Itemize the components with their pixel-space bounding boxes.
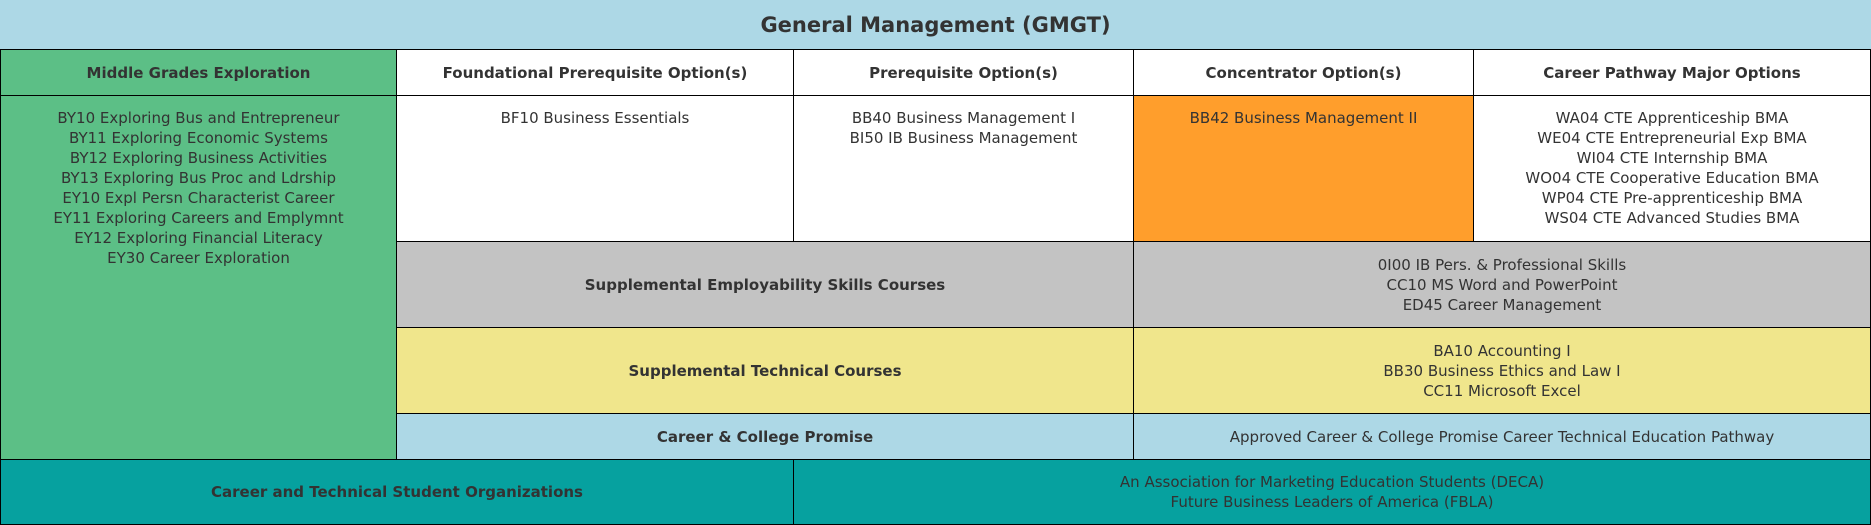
list-item: BY13 Exploring Bus Proc and Ldrship xyxy=(60,169,337,187)
list-item: EY30 Career Exploration xyxy=(107,249,290,267)
technical-list xyxy=(1383,341,1620,401)
list-item: BB42 Business Management II xyxy=(1189,109,1418,127)
header-middle-grades xyxy=(0,49,397,96)
list-item: BF10 Business Essentials xyxy=(500,109,690,127)
header-foundational xyxy=(396,49,794,96)
technical-label-cell xyxy=(396,327,1134,414)
employability-list xyxy=(1378,255,1626,315)
promise-label-cell xyxy=(396,413,1134,460)
career-pathway-list xyxy=(1525,108,1818,228)
prerequisite-cell xyxy=(793,95,1134,242)
list-item: CC10 MS Word and PowerPoint xyxy=(1386,275,1618,294)
header-concentrator xyxy=(1133,49,1474,96)
list-item: ED45 Career Management xyxy=(1402,295,1602,314)
header-career-pathway xyxy=(1473,49,1871,96)
list-item: WA04 CTE Apprenticeship BMA xyxy=(1555,109,1789,127)
page-title-text: General Management (GMGT) xyxy=(760,12,1111,37)
ctso-label-cell xyxy=(0,459,794,525)
employability-label: Supplemental Employability Skills Courses xyxy=(584,275,946,294)
list-item: BY10 Exploring Bus and Entrepreneur xyxy=(57,109,340,127)
list-item: An Association for Marketing Education Students (DECA) xyxy=(1119,473,1545,491)
concentrator-list xyxy=(1190,108,1418,128)
list-item: WI04 CTE Internship BMA xyxy=(1576,149,1768,167)
career-pathway-cell xyxy=(1473,95,1871,242)
middle-grades-list xyxy=(53,108,343,268)
list-item: WS04 CTE Advanced Studies BMA xyxy=(1544,209,1800,227)
list-item: BY11 Exploring Economic Systems xyxy=(69,129,328,147)
prerequisite-list xyxy=(850,108,1078,148)
list-item: WP04 CTE Pre-apprenticeship BMA xyxy=(1541,189,1803,207)
page-title xyxy=(0,0,1871,50)
employability-label-cell xyxy=(396,241,1134,328)
list-item: BA10 Accounting I xyxy=(1433,341,1571,360)
header-middle-grades-label: Middle Grades Exploration xyxy=(86,63,311,82)
ctso-orgs-cell xyxy=(793,459,1871,525)
ctso-list xyxy=(1120,472,1544,512)
foundational-list xyxy=(501,108,690,128)
ctso-label: Career and Technical Student Organizations xyxy=(211,483,583,501)
list-item: EY10 Expl Persn Characterist Career xyxy=(62,189,335,207)
header-concentrator-label: Concentrator Option(s) xyxy=(1205,63,1402,82)
list-item: BY12 Exploring Business Activities xyxy=(69,149,328,167)
list-item: BB40 Business Management I xyxy=(851,109,1076,127)
employability-courses-cell xyxy=(1133,241,1871,328)
concentrator-cell xyxy=(1133,95,1474,242)
technical-label: Supplemental Technical Courses xyxy=(628,361,902,380)
header-prerequisite-label: Prerequisite Option(s) xyxy=(869,63,1058,82)
promise-value-cell xyxy=(1133,413,1871,460)
header-prerequisite xyxy=(793,49,1134,96)
technical-courses-cell xyxy=(1133,327,1871,414)
header-career-pathway-label: Career Pathway Major Options xyxy=(1543,63,1801,82)
list-item: CC11 Microsoft Excel xyxy=(1423,381,1581,400)
promise-value: Approved Career & College Promise Career Technical Education Pathway xyxy=(1229,427,1775,446)
promise-label: Career & College Promise xyxy=(656,427,874,446)
middle-grades-cell xyxy=(0,95,397,460)
list-item: EY11 Exploring Careers and Emplymnt xyxy=(53,209,344,227)
list-item: BI50 IB Business Management xyxy=(849,129,1078,147)
list-item: 0I00 IB Pers. & Professional Skills xyxy=(1377,255,1627,274)
foundational-cell xyxy=(396,95,794,242)
header-foundational-label: Foundational Prerequisite Option(s) xyxy=(442,63,748,82)
list-item: EY12 Exploring Financial Literacy xyxy=(74,229,323,247)
list-item: BB30 Business Ethics and Law I xyxy=(1383,361,1621,380)
list-item: Future Business Leaders of America (FBLA) xyxy=(1170,493,1494,511)
list-item: WE04 CTE Entrepreneurial Exp BMA xyxy=(1537,129,1807,147)
list-item: WO04 CTE Cooperative Education BMA xyxy=(1525,169,1819,187)
